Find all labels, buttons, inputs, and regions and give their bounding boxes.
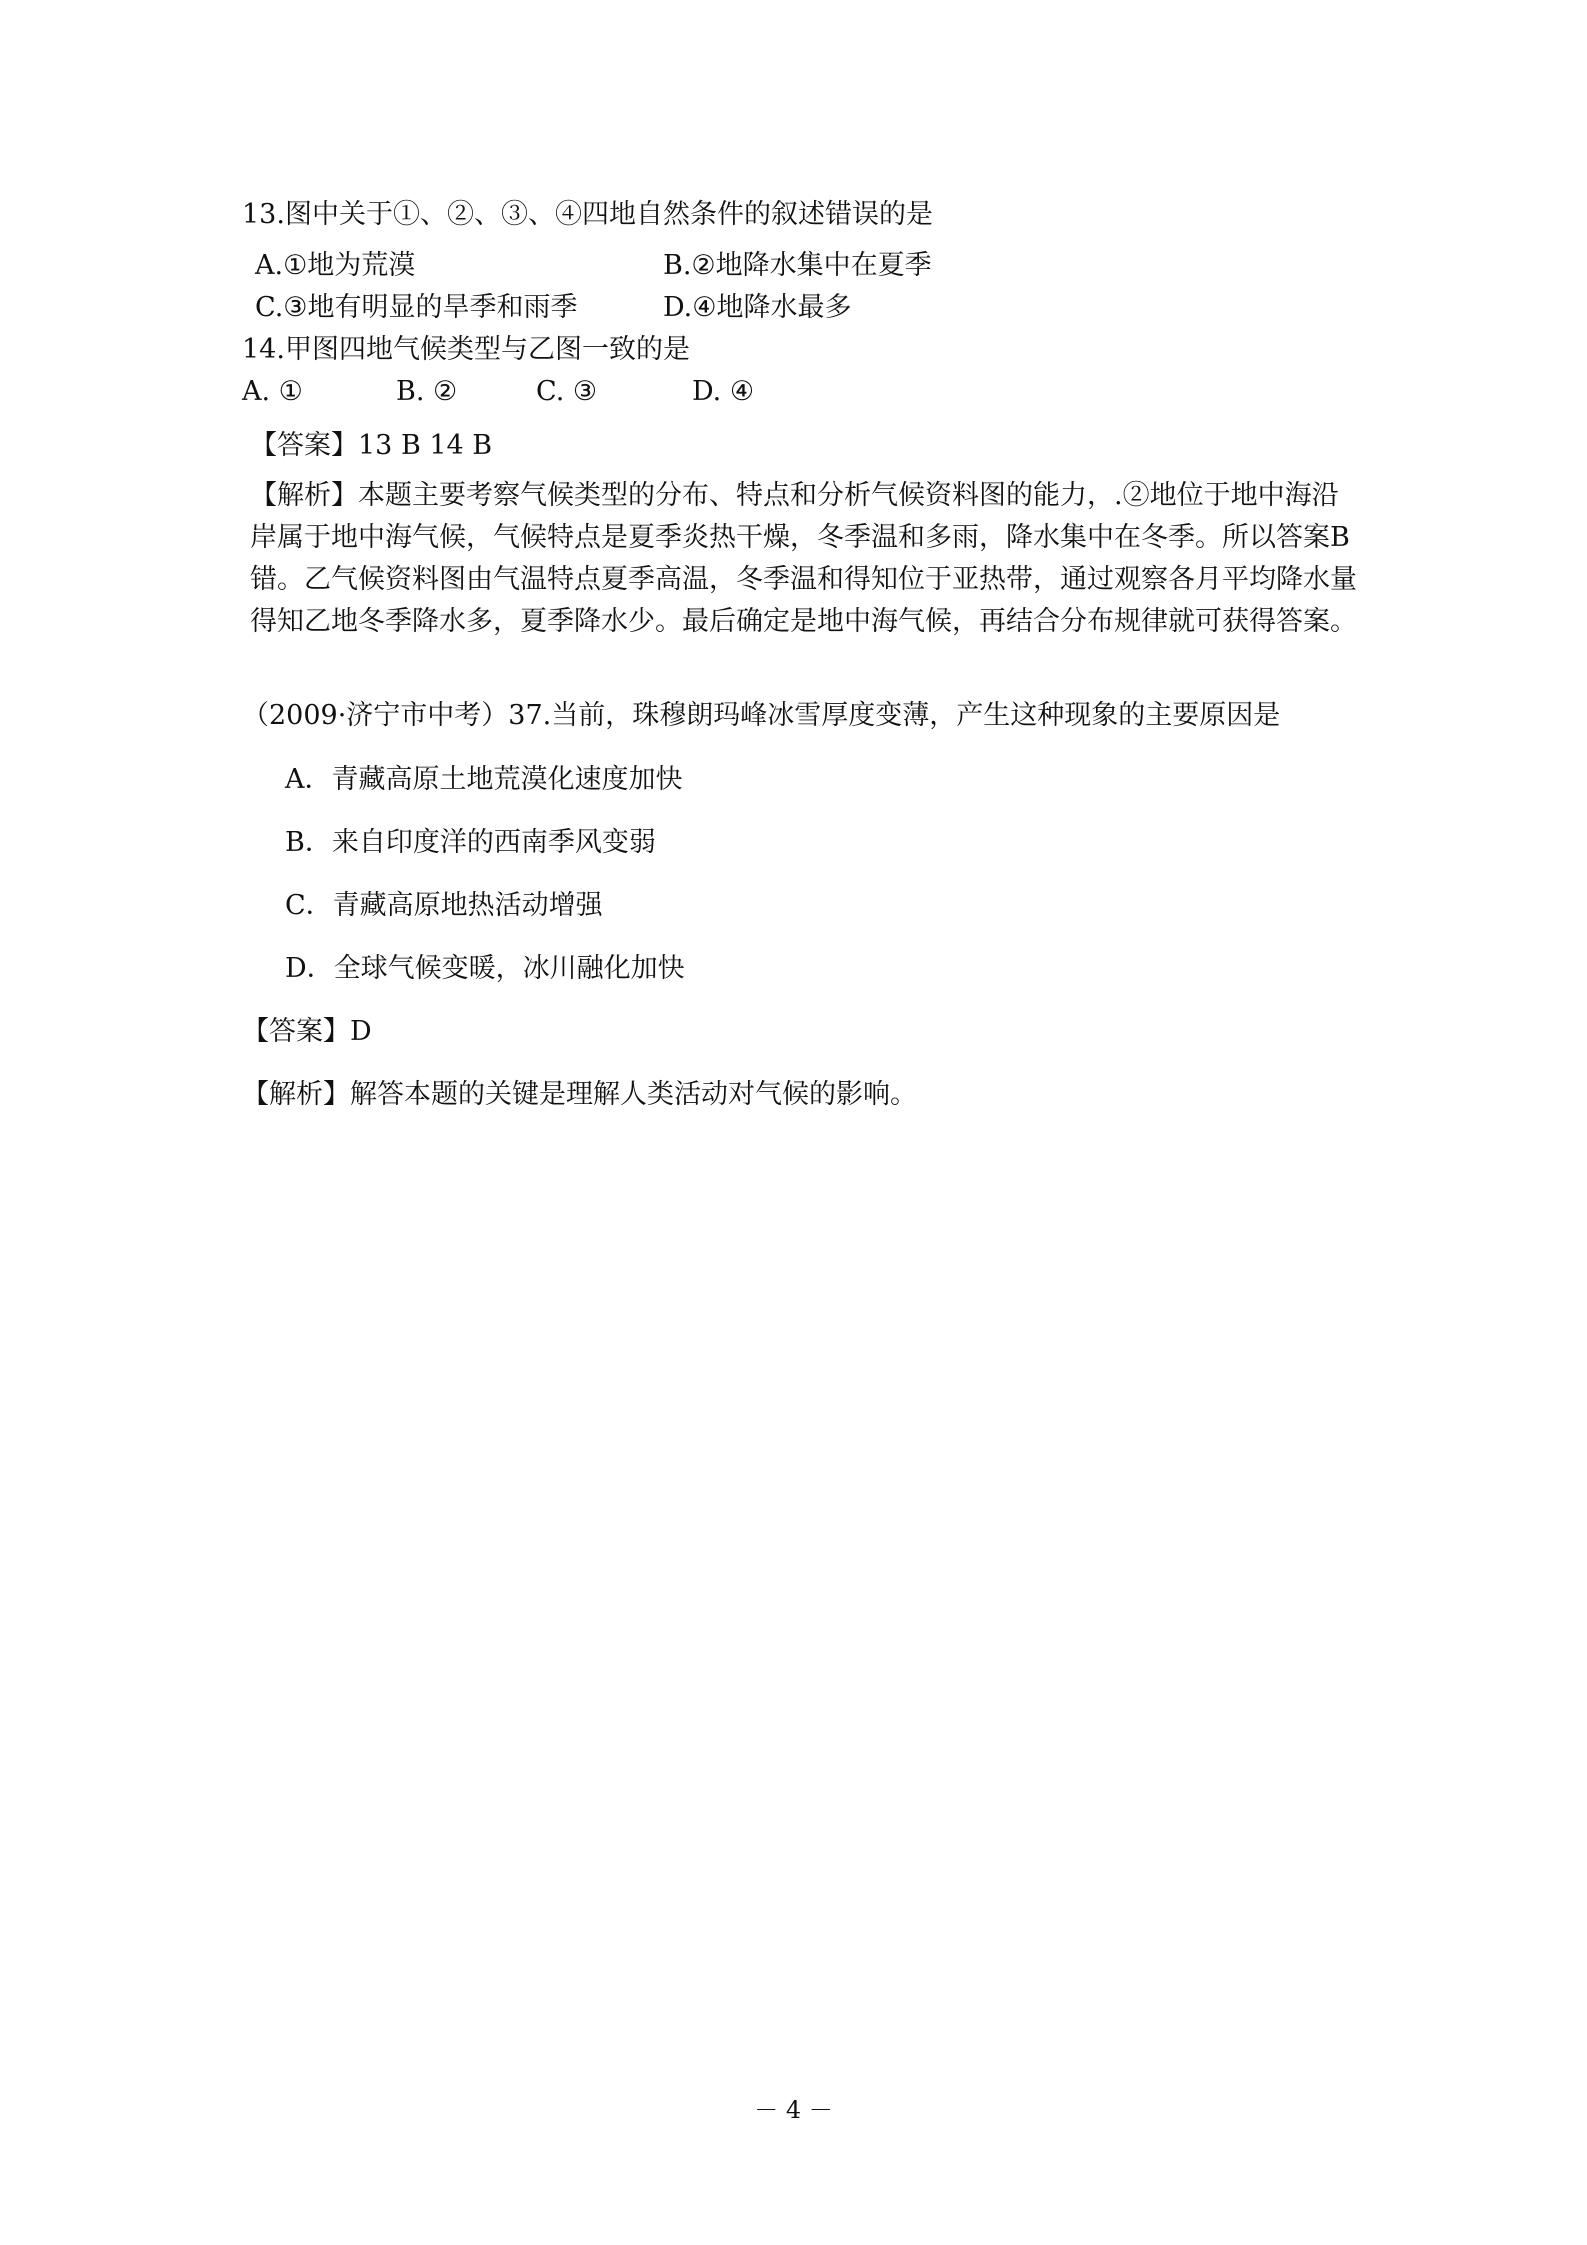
page-number: － 4 － [754, 2096, 833, 2124]
question-14-stem: 14.甲图四地气候类型与乙图一致的是 [242, 334, 690, 365]
question-37-stem: （2009·济宁市中考）37.当前，珠穆朗玛峰冰雪厚度变薄，产生这种现象的主要原因是 [242, 700, 1281, 731]
question-13-option-b: B.②地降水集中在夏季 [663, 250, 932, 281]
analysis-block-1: 【解析】本题主要考察气候类型的分布、特点和分析气候资料图的能力，.②地位于地中海沿岸属于地中海气候，气候特点是夏季炎热干燥，冬季温和多雨，降水集中在冬季。所以答案B错。乙气候资料图由气温特点夏季高温，冬季温和得知位于亚热带，通过观察各月平均降水量得知乙地冬季降水多，夏季降水少。最后确定是地中海气候，再结合分布规律就可获得答案。 [250, 480, 1357, 637]
analysis-block-2: 【解析】解答本题的关键是理解人类活动对气候的影响。 [242, 1079, 917, 1110]
question-37-option-a: A．青藏高原土地荒漠化速度加快 [285, 764, 683, 795]
question-37-option-b: B．来自印度洋的西南季风变弱 [285, 827, 656, 858]
question-13-option-d: D.④地降水最多 [663, 292, 852, 323]
question-14-option-c: C. ③ [536, 376, 598, 407]
question-13-stem: 13.图中关于①、②、③、④四地自然条件的叙述错误的是 [242, 199, 933, 230]
answer-block-1: 【答案】13 B 14 B [250, 430, 493, 461]
answer-block-2: 【答案】D [242, 1016, 372, 1047]
question-14-option-b: B. ② [396, 376, 458, 407]
question-13-option-c: C.③地有明显的旱季和雨季 [255, 292, 578, 323]
question-37-option-c: C．青藏高原地热活动增强 [285, 890, 603, 921]
question-37-option-d: D．全球气候变暖，冰川融化加快 [285, 953, 685, 984]
question-13-option-a: A.①地为荒漠 [255, 250, 416, 281]
question-14-option-a: A. ① [242, 376, 303, 407]
question-14-option-d: D. ④ [692, 376, 755, 407]
